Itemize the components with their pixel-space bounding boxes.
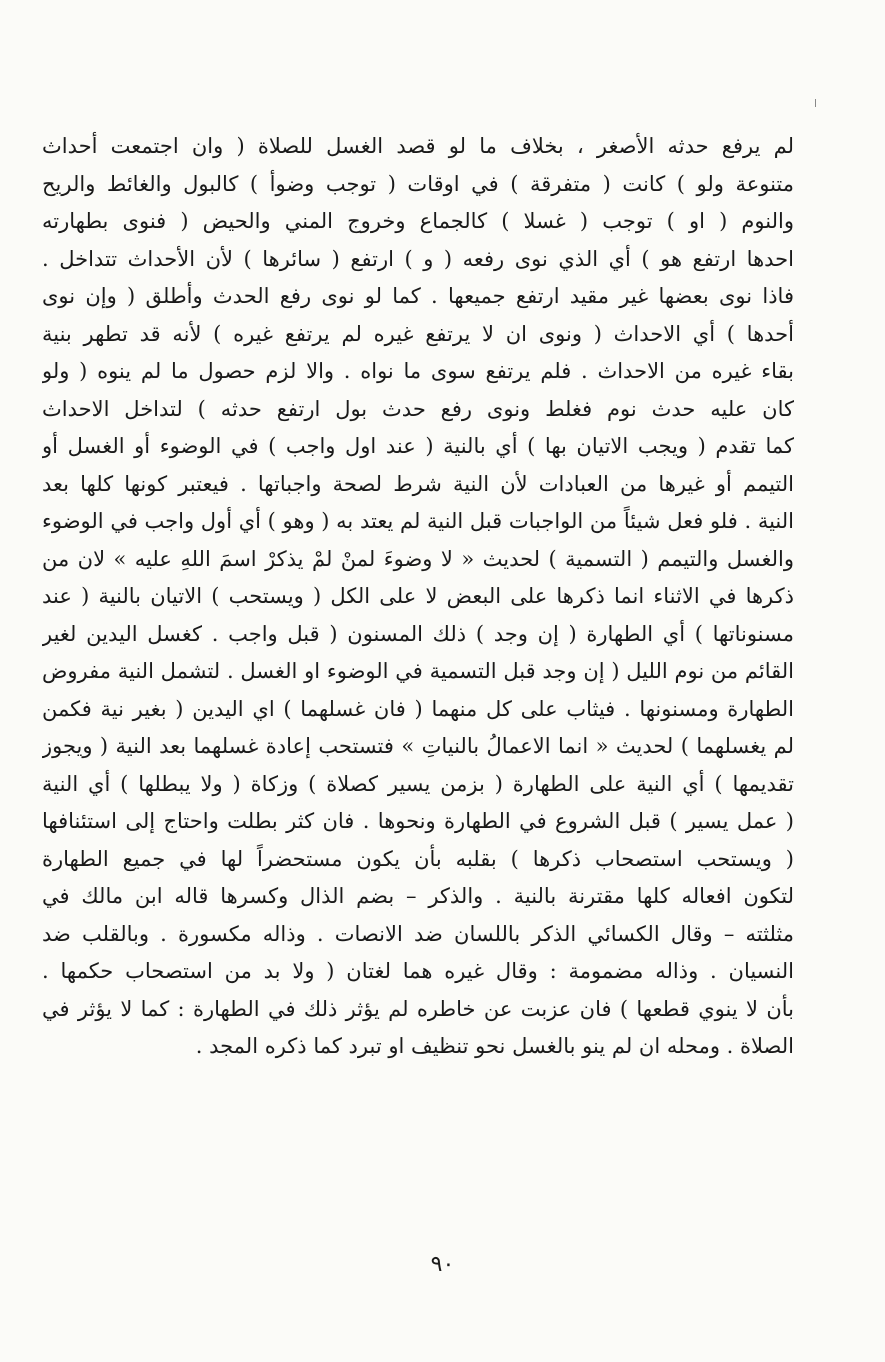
text-line: الصلاة . ومحله ان لم ينو بالغسل نحو تنظيف او تبرد كما ذكره المجد . [195,1034,794,1058]
text-line: التيمم أو غيرها من العبادات لأن النية شرط لصحة واجباتها . فيعتبر كونها كلها بعد [42,471,794,496]
text-line: النسيان . وذاله مضمومة : وقال غيره هما لغتان ( ولا بد من استصحاب حكمها . [42,959,794,983]
text-line: ذكرها في الاثناء انما ذكرها على البعض لا على الكل ( ويستحب ) الاتيان بالنية ( عند [42,584,794,608]
text-line: احدها ارتفع هو ) أي الذي نوى رفعه ( و ) ارتفع ( سائرها ) لأن الأحداث تتداخل . [42,246,794,271]
text-line: أحدها ) أي الاحداث ( ونوى ان لا يرتفع غيره لم يرتفع غيره ) لأنه قد تطهر بنية [42,321,794,346]
text-line: لم يغسلهما ) لحديث « انما الاعمالُ بالنياتِ » فتستحب إعادة غسلهما بعد النية ( ويجوز [42,734,794,758]
text-line: تقديمها ) أي النية على الطهارة ( بزمن يسير كصلاة ) وزكاة ( ولا يبطلها ) أي النية [42,771,794,796]
text-line: لم يرفع حدثه الأصغر ، بخلاف ما لو قصد الغسل للصلاة ( وان اجتمعت أحداث [42,134,794,158]
text-line: مسنوناتها ) أي الطهارة ( إن وجد ) ذلك المسنون ( قبل واجب . كغسل اليدين لغير [42,621,794,646]
text-line: بأن لا ينوي قطعها ) فان عزبت عن خاطره لم يؤثر ذلك في الطهارة : كما لا يؤثر في [42,996,794,1021]
text-line: كما تقدم ( ويجب الاتيان بها ) أي بالنية ( عند اول واجب ) في الوضوء أو الغسل أو [42,434,794,458]
text-line: الطهارة ومسنونها . فيثاب على كل منهما ( فان غسلهما ) اي اليدين ( بغير نية فكمن [42,696,794,721]
page-number: ٩٠ [430,1252,455,1277]
text-line: كان عليه حدث نوم فغلط ونوى رفع حدث بول ارتفع حدثه ) لتداخل الاحداث [42,396,794,421]
text-line: لتكون افعاله كلها مقترنة بالنية . والذكر – بضم الذال وكسرها قاله ابن مالك في [42,884,794,908]
body-text [42,128,794,1066]
text-line: ( عمل يسير ) قبل الشروع في الطهارة ونحوها . فان كثر بطلت واحتاج إلى استئنافها [42,809,794,833]
text-line: والغسل والتيمم ( التسمية ) لحديث « لا وضوءَ لمنْ لمْ يذكرْ اسمَ اللهِ عليه » لان من [42,546,794,571]
text-line: بقاء غيره من الاحداث . فلم يرتفع سوى ما نواه . والا لزم حصول ما لم ينوه ( ولو [42,359,794,383]
text-line: ( ويستحب استصحاب ذكرها ) بقلبه بأن يكون مستحضراً لها في جميع الطهارة [42,846,794,871]
text-line: النية . فلو فعل شيئاً من الواجبات قبل النية لم يعتد به ( وهو ) أي أول واجب في الوضوء [42,509,794,533]
text-line: متنوعة ولو ) كانت ( متفرقة ) في اوقات ( توجب وضوأ ) كالبول والغائط والريح [42,171,794,196]
text-line: القائم من نوم الليل ( إن وجد قبل التسمية في الوضوء او الغسل . لتشمل النية مفروض [42,659,794,683]
text-line: فاذا نوى بعضها غير مقيد ارتفع جميعها . كما لو نوى رفع الحدث وأطلق ( وإن نوى [42,284,794,308]
scan-mark [815,99,816,107]
text-line: والنوم ( او ) توجب ( غسلا ) كالجماع وخروج المني والحيض ( فنوى بطهارته [42,209,794,233]
text-line: مثلثته – وقال الكسائي الذكر باللسان ضد الانصات . وذاله مكسورة . وبالقلب ضد [42,921,794,946]
